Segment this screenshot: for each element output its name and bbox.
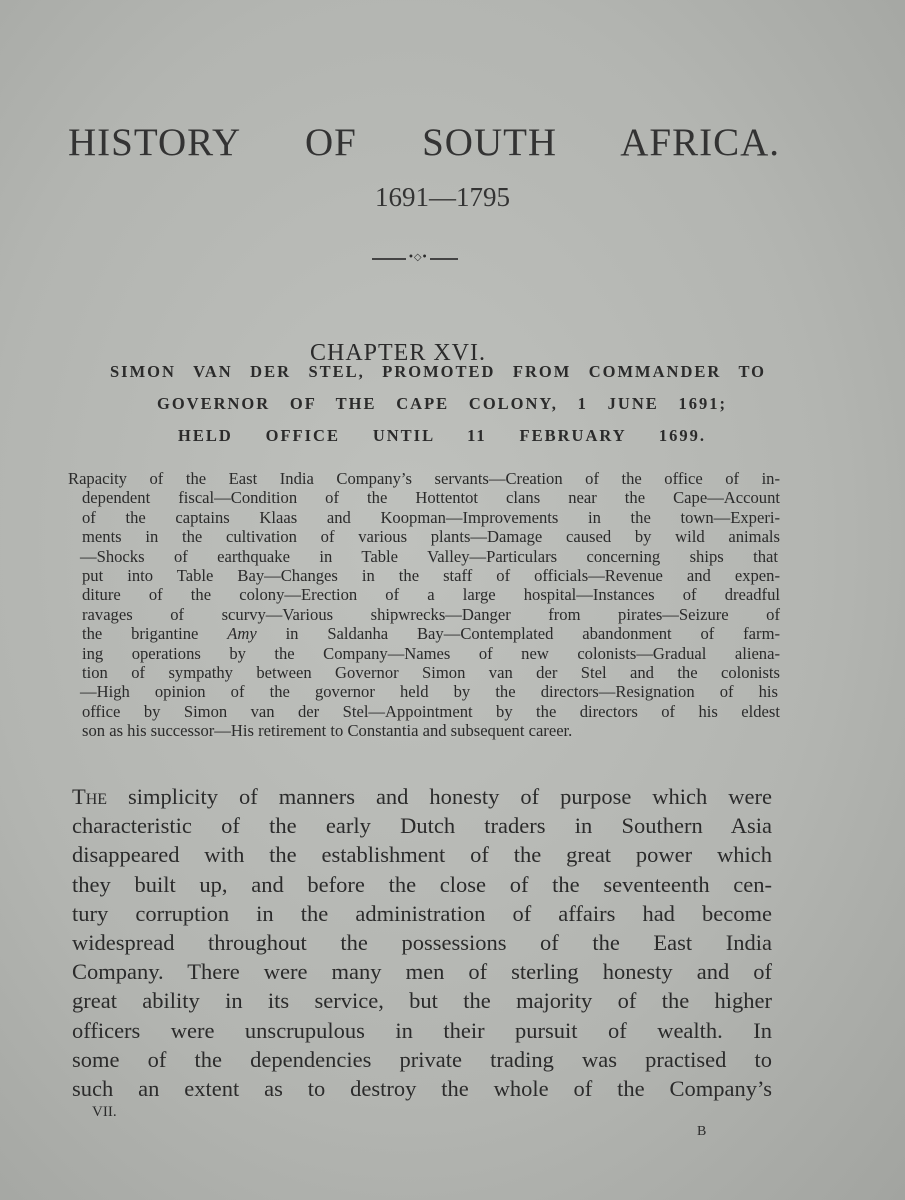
synopsis-line: put into Table Bay—Changes in the staff of officials—Revenue and expen-	[82, 566, 780, 585]
subtitle-line: SIMON VAN DER STEL, PROMOTED FROM COMMANDER TO	[110, 362, 766, 381]
synopsis-line: ravages of scurvy—Various shipwrecks—Danger from pirates—Seizure of	[82, 604, 780, 624]
synopsis-line: diture of the colony—Erection of a large hospital—Instances of dreadful	[82, 585, 780, 605]
body-line: such an extent as to destroy the whole of the Company’s	[72, 1076, 772, 1101]
body-line: they built up, and before the close of the seventeenth cen-	[72, 871, 772, 897]
ornament-divider	[372, 252, 458, 263]
chapter-heading: CHAPTER XVI.	[310, 340, 487, 366]
body-line: widespread throughout the possessions of the East India	[72, 930, 772, 955]
synopsis-line: office by Simon van der Stel—Appointment by the directors of his eldest	[82, 701, 780, 721]
book-title: HISTORY OF SOUTH AFRICA.	[68, 121, 780, 164]
body-line: great ability in its service, but the majority of the higher	[72, 988, 772, 1014]
body-line	[72, 783, 772, 811]
synopsis-line: son as his successor—His retirement to Constantia and subsequent career.	[82, 721, 573, 741]
subtitle-line: HELD OFFICE UNTIL 11 FEBRUARY 1699.	[178, 426, 706, 445]
signature-letter: B	[697, 1124, 707, 1139]
synopsis-line: ing operations by the Company—Names of new colonists—Gradual aliena-	[82, 643, 780, 663]
signature-mark: VII.	[92, 1104, 117, 1120]
body-line: disappeared with the establishment of the great power which	[72, 842, 772, 868]
synopsis-line: tion of sympathy between Governor Simon van der Stel and the colonists	[82, 663, 780, 682]
synopsis-line: dependent fiscal—Condition of the Hottentot clans near the Cape—Account	[82, 488, 780, 508]
subtitle-line: GOVERNOR OF THE CAPE COLONY, 1 JUNE 1691;	[157, 394, 727, 413]
synopsis-line: the brigantine Amy in Saldanha Bay—Contemplated abandonment of farm-	[82, 624, 780, 644]
body-line: characteristic of the early Dutch traders in Southern Asia	[72, 813, 772, 839]
body-line: officers were unscrupulous in their pursuit of wealth. In	[72, 1017, 772, 1043]
body-line: Company. There were many men of sterling honesty and of	[72, 959, 772, 985]
body-line-text: simplicity of manners and honesty of purpose which were	[107, 784, 772, 809]
synopsis-line: ments in the cultivation of various plants—Damage caused by wild animals	[82, 527, 780, 547]
body-line: some of the dependencies private trading was practised to	[72, 1046, 772, 1072]
date-range: 1691—1795	[375, 182, 510, 212]
body-line: tury corruption in the administration of affairs had become	[72, 900, 772, 926]
synopsis-line: —High opinion of the governor held by the directors—Resignation of his	[80, 682, 778, 702]
synopsis-line: —Shocks of earthquake in Table Valley—Particulars concerning ships that	[80, 546, 778, 566]
ship-name: Amy	[227, 624, 257, 644]
ornament-icon: •◇•	[408, 252, 428, 263]
synopsis-line: of the captains Klaas and Koopman—Improvements in the town—Experi-	[82, 507, 780, 527]
synopsis-line: Rapacity of the East India Company’s servants—Creation of the office of in-	[68, 469, 780, 488]
drop-word: The	[72, 784, 108, 809]
